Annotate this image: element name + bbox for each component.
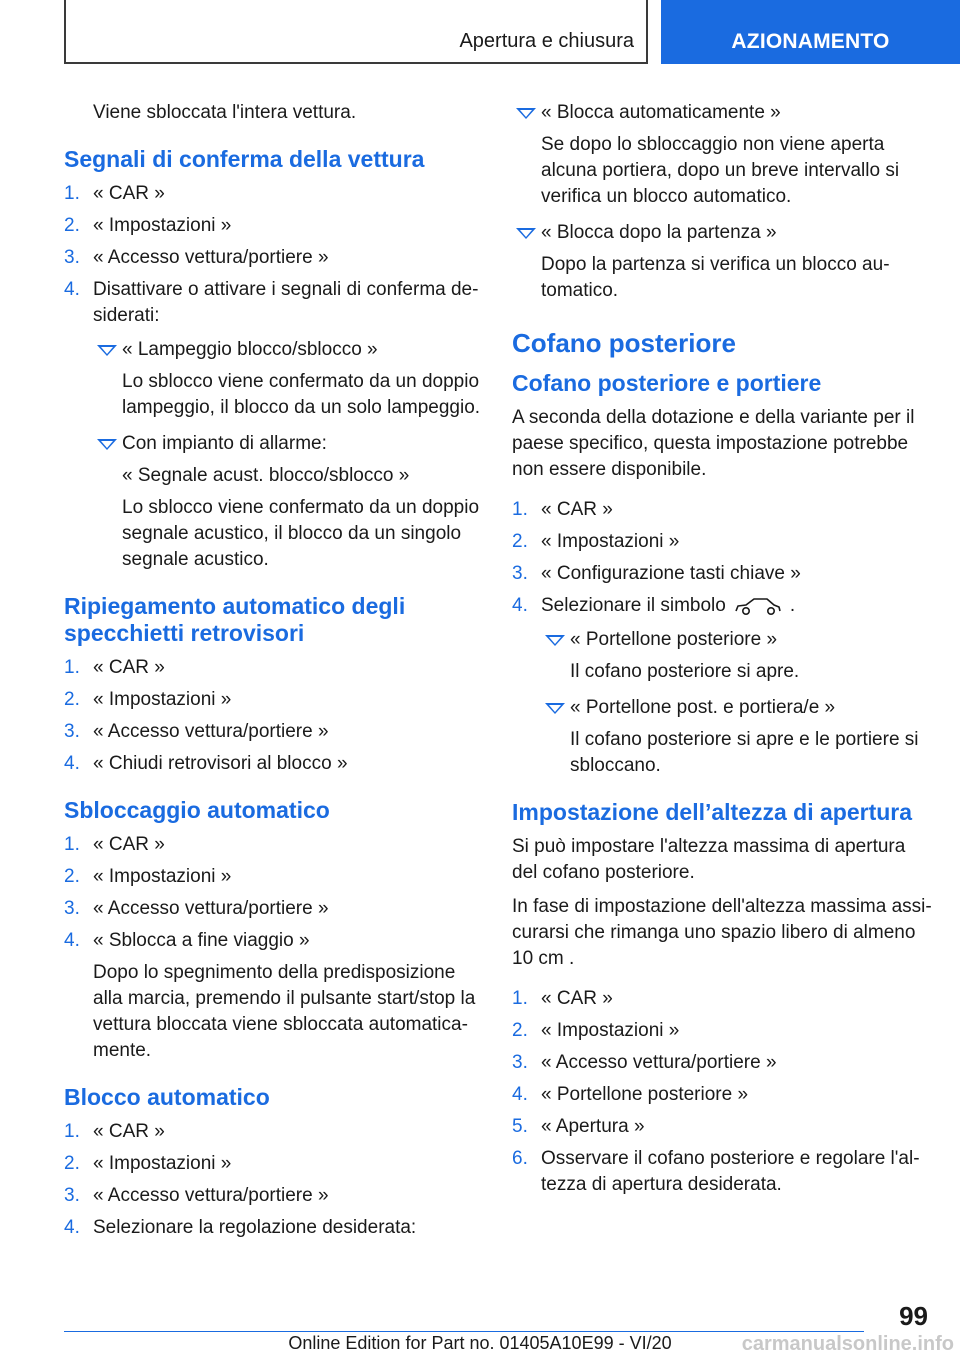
- step-number: 1.: [512, 499, 528, 520]
- step-number: 4.: [64, 930, 80, 951]
- triangle-bullet-icon: [97, 439, 117, 450]
- step-number: 3.: [64, 1185, 80, 1206]
- step-text: « Impostazioni »: [93, 215, 232, 236]
- list-item: [512, 593, 932, 779]
- sub-item: [512, 100, 932, 210]
- header-box: [64, 0, 648, 64]
- heading-auto-unlock: Sbloccaggio automatico: [64, 797, 330, 823]
- heading-tailgate-doors: Cofano posteriore e portiere: [512, 370, 822, 396]
- step-text: « Impostazioni »: [541, 1020, 680, 1041]
- step-number: 4.: [64, 279, 80, 300]
- step-number: 4.: [64, 1217, 80, 1238]
- step-text: Osservare il cofano posteriore e regolare l'altezza di apertura desiderata.: [541, 1148, 920, 1195]
- list-item: [512, 529, 932, 555]
- step-text: « Accesso vettura/portiere »: [93, 1185, 329, 1206]
- tailgate-intro: A seconda della dotazione e della variante per il paese specifico, questa impostazione potrebbe non essere disponibile.: [512, 407, 915, 480]
- step-number: 3.: [64, 247, 80, 268]
- sub-options-lock: [512, 100, 932, 304]
- sub-text: Se dopo lo sbloccaggio non viene aperta alcuna portiera, dopo un breve intervallo si verifica un blocco automatico.: [541, 134, 900, 207]
- step-number: 1.: [64, 1121, 80, 1142]
- sub-item: [93, 431, 484, 573]
- list-item: [512, 1082, 932, 1108]
- list-item: [64, 277, 484, 573]
- step-number: 1.: [512, 988, 528, 1009]
- list-item: [64, 1183, 484, 1209]
- sub-item: [541, 695, 932, 779]
- sub-label: « Blocca automaticamente »: [541, 102, 781, 123]
- list-item: [64, 181, 484, 207]
- sub-text: Dopo la partenza si verifica un blocco automatico.: [541, 254, 890, 301]
- sub-text: Il cofano posteriore si apre.: [570, 661, 800, 682]
- steps-opening-height: [512, 986, 932, 1198]
- triangle-bullet-icon: [516, 228, 536, 239]
- list-item: [512, 1050, 932, 1076]
- list-item: [64, 751, 484, 777]
- opening-height-p1: Si può impostare l'altezza massima di apertura del cofano posteriore.: [512, 836, 906, 883]
- left-column: [64, 100, 484, 1255]
- list-item: [64, 928, 484, 1064]
- list-item: [512, 497, 932, 523]
- step-text: « Impostazioni »: [541, 531, 680, 552]
- car-side-icon: [734, 595, 782, 617]
- step-text: « Impostazioni »: [93, 866, 232, 887]
- section-title: Apertura e chiusura: [459, 30, 634, 52]
- step-number: 4.: [64, 753, 80, 774]
- triangle-bullet-icon: [545, 635, 565, 646]
- step-text: « Accesso vettura/portiere »: [93, 898, 329, 919]
- step-text: « Accesso vettura/portiere »: [541, 1052, 777, 1073]
- right-column: [512, 100, 932, 1212]
- step-number: 1.: [64, 657, 80, 678]
- step-text: « Accesso vettura/portiere »: [93, 721, 329, 742]
- heading-auto-lock: Blocco automatico: [64, 1084, 270, 1110]
- step-number: 6.: [512, 1148, 528, 1169]
- list-item: [64, 864, 484, 890]
- step-number: 2.: [64, 689, 80, 710]
- list-item: [512, 1018, 932, 1044]
- sub-item: [512, 220, 932, 304]
- step-text: « CAR »: [93, 834, 165, 855]
- sub-label: « Portellone post. e portiera/e »: [570, 697, 836, 718]
- step-text: « Sblocca a fine viaggio »: [93, 930, 310, 951]
- step-text: « CAR »: [541, 499, 613, 520]
- sub-item: [93, 337, 484, 421]
- step-number: 1.: [64, 834, 80, 855]
- step-number: 2.: [64, 1153, 80, 1174]
- chapter-tab[interactable]: AZIONAMENTO: [661, 0, 960, 64]
- list-item: [64, 1215, 484, 1241]
- sub-text: Lo sblocco viene confermato da un doppio segnale acustico, il blocco da un singolo segnale acustico.: [122, 497, 480, 570]
- step-number: 2.: [512, 1020, 528, 1041]
- list-item: [64, 1151, 484, 1177]
- sub-label: « Portellone posteriore »: [570, 629, 778, 650]
- sub-text: « Segnale acust. blocco/sblocco »: [122, 465, 410, 486]
- triangle-bullet-icon: [516, 108, 536, 119]
- step-text: « CAR »: [541, 988, 613, 1009]
- step-text: « Portellone posteriore »: [541, 1084, 749, 1105]
- step-text: « Chiudi retrovisori al blocco »: [93, 753, 348, 774]
- sub-options: [93, 337, 484, 573]
- step-text: « Impostazioni »: [93, 1153, 232, 1174]
- steps-confirmation: [64, 181, 484, 573]
- step-number: 2.: [512, 531, 528, 552]
- step-text: Selezionare la regolazione desiderata:: [93, 1217, 417, 1238]
- step-text: « Configurazione tasti chiave »: [541, 563, 801, 584]
- step-suffix: .: [789, 595, 796, 616]
- list-item: [512, 986, 932, 1012]
- sub-label: « Lampeggio blocco/sblocco »: [122, 339, 378, 360]
- sub-text: Il cofano posteriore si apre e le portiere si sbloccano.: [570, 729, 919, 776]
- list-item: [64, 245, 484, 271]
- intro-text: Viene sbloccata l'intera vettura.: [93, 102, 357, 123]
- page-number: 99: [899, 1301, 928, 1331]
- step-note: Dopo lo spegnimento della predisposizione alla marcia, premendo il pulsante start/stop la vettura bloccata viene sbloccata automaticamente.: [93, 962, 476, 1061]
- sub-item: [541, 627, 932, 685]
- step-text: « CAR »: [93, 183, 165, 204]
- step-number: 3.: [64, 721, 80, 742]
- list-item: [64, 1119, 484, 1145]
- step-number: 5.: [512, 1116, 528, 1137]
- steps-auto-unlock: [64, 832, 484, 1064]
- list-item: [64, 896, 484, 922]
- triangle-bullet-icon: [545, 703, 565, 714]
- steps-mirrors: [64, 655, 484, 777]
- footer-edition: Online Edition for Part no. 01405A10E99 - VI/20: [288, 1333, 672, 1353]
- step-text: « CAR »: [93, 1121, 165, 1142]
- sub-label: « Blocca dopo la partenza »: [541, 222, 777, 243]
- step-number: 4.: [512, 1084, 528, 1105]
- step-number: 2.: [64, 866, 80, 887]
- steps-tailgate: [512, 497, 932, 779]
- step-number: 2.: [64, 215, 80, 236]
- heading-mirrors: Ripiegamento automatico degli specchietti retrovisori: [64, 593, 406, 646]
- list-item: [64, 687, 484, 713]
- step-text: « Accesso vettura/portiere »: [93, 247, 329, 268]
- sub-label: Con impianto di allarme:: [122, 433, 327, 454]
- step-number: 3.: [512, 1052, 528, 1073]
- steps-auto-lock: [64, 1119, 484, 1241]
- opening-height-p2: In fase di impostazione dell'altezza massima assicurarsi che rimanga uno spazio libero di almeno 10 cm .: [512, 896, 932, 969]
- list-item: [64, 719, 484, 745]
- list-item: [512, 1146, 932, 1198]
- footer-divider: [64, 1331, 864, 1332]
- list-item: [64, 655, 484, 681]
- step-text: « Apertura »: [541, 1116, 645, 1137]
- list-item: [64, 832, 484, 858]
- heading-confirmation-signals: Segnali di conferma della vettura: [64, 146, 425, 172]
- list-item: [512, 1114, 932, 1140]
- step-number: 3.: [64, 898, 80, 919]
- list-item: [64, 213, 484, 239]
- step-text: « CAR »: [93, 657, 165, 678]
- sub-text: Lo sblocco viene confermato da un doppio lampeggio, il blocco da un solo lampeggio.: [122, 371, 481, 418]
- step-number: 3.: [512, 563, 528, 584]
- heading-tailgate: Cofano posteriore: [512, 328, 736, 358]
- step-text: « Impostazioni »: [93, 689, 232, 710]
- heading-opening-height: Impostazione dell’altezza di apertura: [512, 799, 913, 825]
- step-text: Selezionare il simbolo: [541, 595, 726, 616]
- watermark: carmanualsonline.info: [741, 1333, 954, 1355]
- step-number: 4.: [512, 595, 528, 616]
- triangle-bullet-icon: [97, 345, 117, 356]
- list-item: [512, 561, 932, 587]
- sub-options-tailgate: [541, 627, 932, 779]
- step-text: Disattivare o attivare i segnali di conferma desiderati:: [93, 279, 479, 326]
- step-number: 1.: [64, 183, 80, 204]
